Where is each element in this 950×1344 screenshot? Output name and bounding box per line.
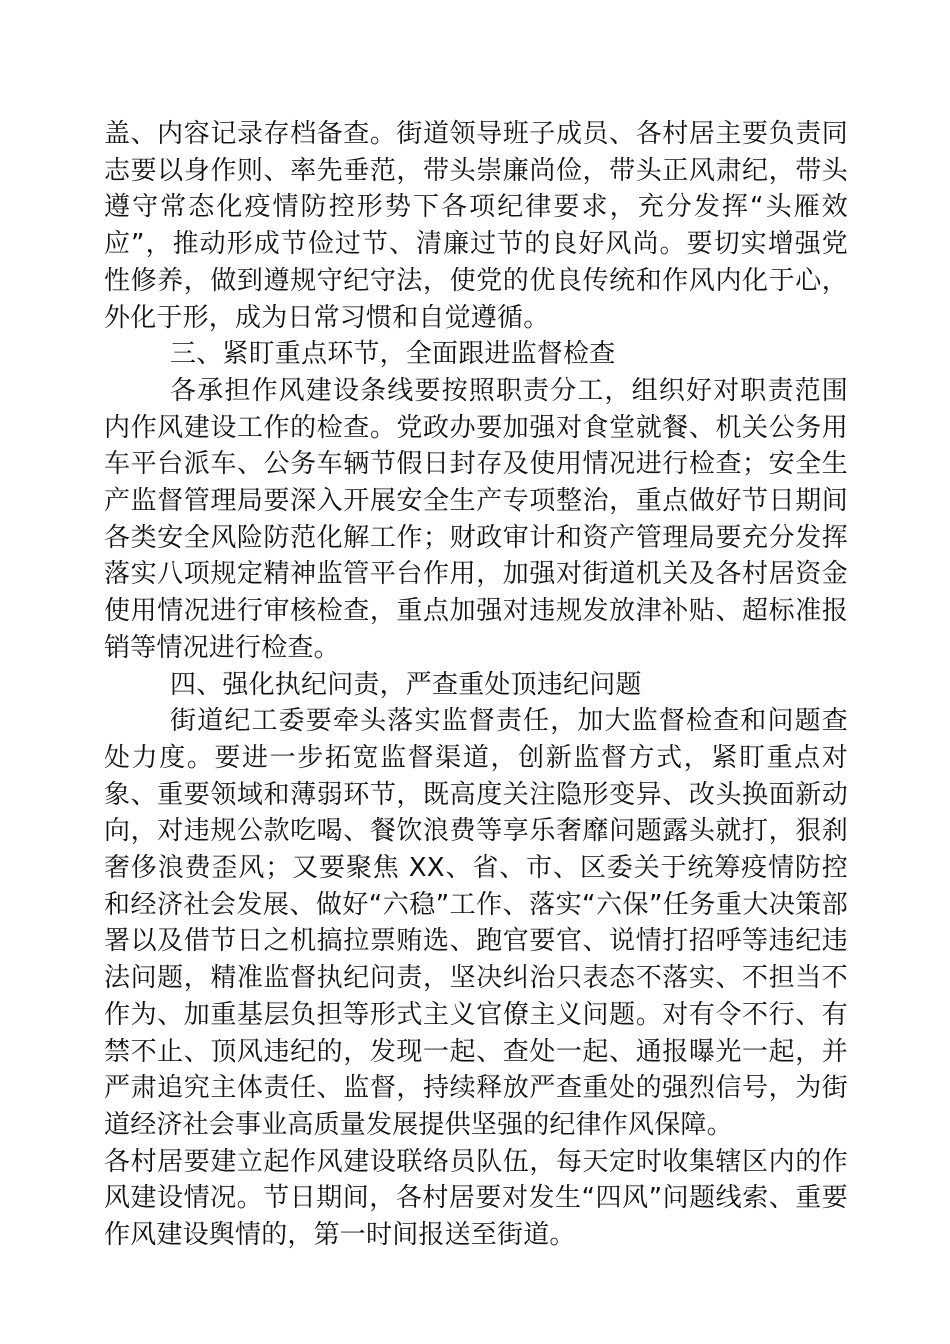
- paragraph-liaison-team: 各村居要建立起作风建设联络员队伍，每天定时收集辖区内的作风建设情况。节日期间，各村居要对发生“四风”问题线索、重要作风建设舆情的，第一时间报送至街道。: [104, 1146, 848, 1251]
- paragraph-discipline-example: 盖、内容记录存档备查。街道领导班子成员、各村居主要负责同志要以身作则、率先垂范，带头崇廉尚俭，带头正风肃纪，带头遵守常态化疫情防控形势下各项纪律要求，充分发挥“头雁效应”，推动形成节俭过节、清廉过节的良好风尚。要切实增强党性修养，做到遵规守纪守法，使党的优良传统和作风内化于心，外化于形，成为日常习惯和自觉遵循。: [104, 119, 848, 333]
- paragraph-accountability: 街道纪工委要牵头落实监督责任，加大监督检查和问题查处力度。要进一步拓宽监督渠道，创新监督方式，紧盯重点对象、重要领域和薄弱环节，既高度关注隐形变异、改头换面新动向，对违规公款吃喝、餐饮浪费等享乐奢靡问题露头就打，狠刹奢侈浪费歪风；又要聚焦 XX、省、市、区委关于统筹疫情防控和经济社会发展、做好“六稳”工作、落实“六保”任务重大决策部署以及借节日之机搞拉票贿选、跑官要官、说情打招呼等违纪违法问题，精准监督执纪问责，坚决纠治只表态不落实、不担当不作为、加重基层负担等形式主义官僚主义问题。对有令不行、有禁不止、顶风违纪的，发现一起、查处一起、通报曝光一起，并严肃追究主体责任、监督，持续释放严查重处的强烈信号，为街道经济社会事业高质量发展提供坚强的纪律作风保障。: [104, 706, 848, 1140]
- heading-section-four: 四、强化执纪问责，严查重处顶违纪问题: [170, 669, 642, 700]
- paragraph-supervision-inspection: 各承担作风建设条线要按照职责分工，组织好对职责范围内作风建设工作的检查。党政办要加强对食堂就餐、机关公务用车平台派车、公务车辆节假日封存及使用情况进行检查；安全生产监督管理局要深入开展安全生产专项整治，重点做好节日期间各类安全风险防范化解工作；财政审计和资产管理局要充分发挥落实八项规定精神监管平台作用，加强对街道机关及各村居资金使用情况进行审核检查，重点加强对违规发放津补贴、超标准报销等情况进行检查。: [104, 375, 848, 663]
- heading-section-three: 三、紧盯重点环节，全面跟进监督检查: [170, 339, 616, 370]
- document-body: [104, 116, 848, 1254]
